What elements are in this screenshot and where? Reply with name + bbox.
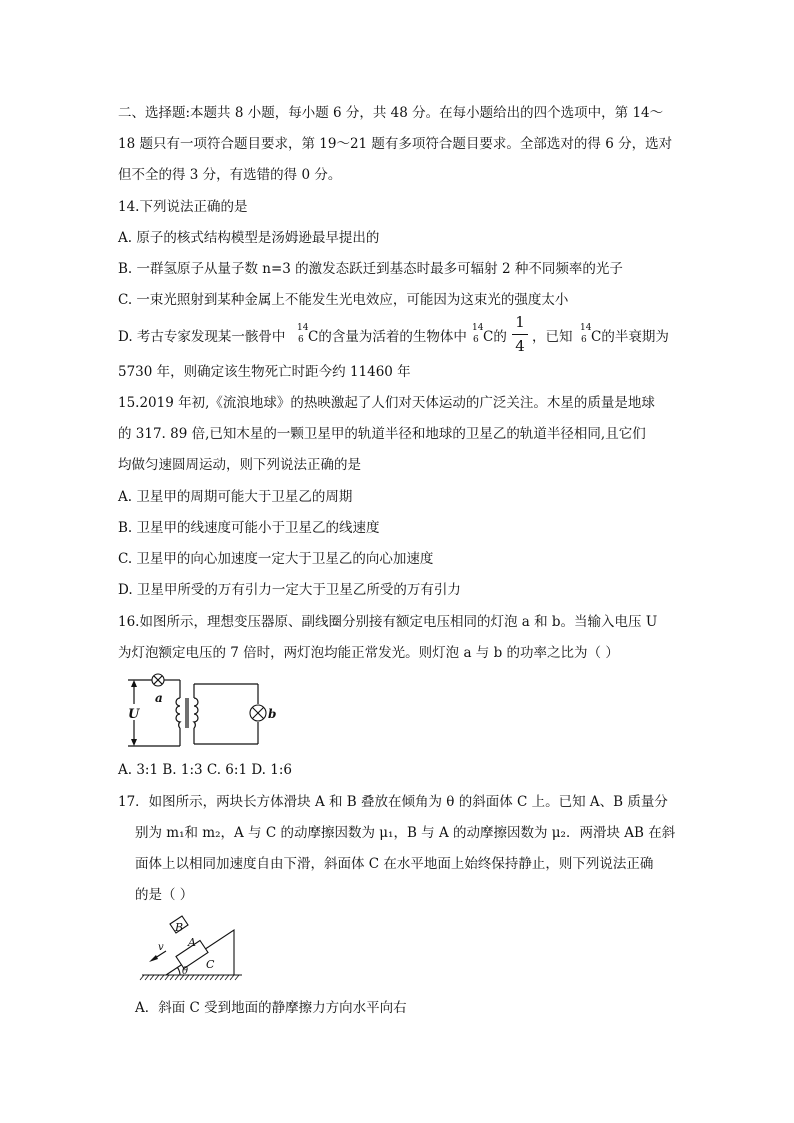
section-instructions-line1: 二、选择题:本题共 8 小题，每小题 6 分，共 48 分。在每小题给出的四个选项中，第 14～ xyxy=(118,105,664,121)
section-instructions-line2: 18 题只有一项符合题目要求，第 19～21 题有多项符合题目要求。全部选对的得 6 分，选对 xyxy=(118,136,673,152)
q14-d-text-4: ，已知 xyxy=(532,329,573,345)
q17-stem-line3: 面体上以相同加速度自由下滑，斜面体 C 在水平地面上始终保持静止，则下列说法正确 xyxy=(135,856,654,872)
isotope-number-3: 6 xyxy=(581,335,587,345)
figure-label-B: B xyxy=(175,921,184,934)
q14-option-a: A. 原子的核式结构模型是汤姆逊最早提出的 xyxy=(118,230,380,246)
figure-label-a: a xyxy=(155,691,163,705)
figure-label-U: U xyxy=(128,707,140,722)
q14-d-text-2: C的含量为活着的生物体中 xyxy=(308,329,467,345)
q15-option-a: A. 卫星甲的周期可能大于卫星乙的周期 xyxy=(118,489,353,505)
q15-stem-line3: 均做匀速圆周运动，则下列说法正确的是 xyxy=(118,457,361,473)
transformer-circuit-figure xyxy=(118,672,278,752)
isotope-number-2: 6 xyxy=(473,335,479,345)
isotope-mass-1: 14 xyxy=(297,323,309,333)
q16-options: A. 3:1 B. 1:3 C. 6:1 D. 1:6 xyxy=(118,762,292,778)
q15-option-c: C. 卫星甲的向心加速度一定大于卫星乙的向心加速度 xyxy=(118,551,434,567)
fraction-denominator: 4 xyxy=(515,337,525,355)
section-instructions-line3: 但不全的得 3 分，有选错的得 0 分。 xyxy=(118,167,342,183)
figure-label-v: v xyxy=(158,942,164,953)
isotope-mass-2: 14 xyxy=(472,323,484,333)
q14-d-text-3: C的 xyxy=(483,329,507,345)
q14-d-text-5: C的半衰期为 xyxy=(591,329,669,345)
figure-label-C: C xyxy=(206,958,215,971)
q15-stem-line1: 15.2019 年初,《流浪地球》的热映激起了人们对天体运动的广泛关注。木星的质量是地球 xyxy=(118,395,655,411)
isotope-mass-3: 14 xyxy=(580,323,592,333)
incline-blocks-figure xyxy=(138,908,248,986)
q16-stem-line1: 16.如图所示，理想变压器原、副线圈分别接有额定电压相同的灯泡 a 和 b。当输入电压 U xyxy=(118,614,658,630)
isotope-number-1: 6 xyxy=(298,335,304,345)
bulb-b-icon xyxy=(250,705,266,721)
q14-d-text-1: D. 考古专家发现某一骸骨中 xyxy=(118,329,286,345)
q17-stem-line2: 别为 m₁和 m₂，A 与 C 的动摩擦因数为 μ₁，B 与 A 的动摩擦因数为 μ₂．两滑块 AB 在斜 xyxy=(135,825,676,841)
q14-option-c: C. 一束光照射到某种金属上不能发生光电效应，可能因为这束光的强度太小 xyxy=(118,292,569,308)
velocity-arrow-icon xyxy=(149,955,158,962)
figure-label-b: b xyxy=(268,707,277,721)
figure-label-A: A xyxy=(188,936,196,949)
q15-option-d: D. 卫星甲所受的万有引力一定大于卫星乙所受的万有引力 xyxy=(118,582,461,598)
q17-stem-line1: 17．如图所示，两块长方体滑块 A 和 B 叠放在倾角为 θ 的斜面体 C 上。已知 A、B 质量分 xyxy=(118,794,668,810)
q17-stem-line4: 的是（ ） xyxy=(135,887,194,903)
q15-stem-line2: 的 317. 89 倍,已知木星的一颗卫星甲的轨道半径和地球的卫星乙的轨道半径相同,且它们 xyxy=(118,426,646,442)
bulb-a-icon xyxy=(152,674,164,686)
q17-option-a: A．斜面 C 受到地面的静摩擦力方向水平向右 xyxy=(135,1000,407,1016)
q14-option-d-line2: 5730 年，则确定该生物死亡时距今约 11460 年 xyxy=(118,364,411,380)
fraction-numerator: 1 xyxy=(515,313,525,331)
q14-stem: 14.下列说法正确的是 xyxy=(118,199,248,215)
q15-option-b: B. 卫星甲的线速度可能小于卫星乙的线速度 xyxy=(118,520,380,536)
q16-stem-line2: 为灯泡额定电压的 7 倍时，两灯泡均能正常发光。则灯泡 a 与 b 的功率之比为（ ） xyxy=(118,645,619,661)
figure-label-theta: θ xyxy=(182,966,189,977)
fraction-bar xyxy=(512,334,528,335)
q14-option-b: B. 一群氢原子从量子数 n=3 的激发态跃迁到基态时最多可辐射 2 种不同频率的光子 xyxy=(118,261,623,277)
